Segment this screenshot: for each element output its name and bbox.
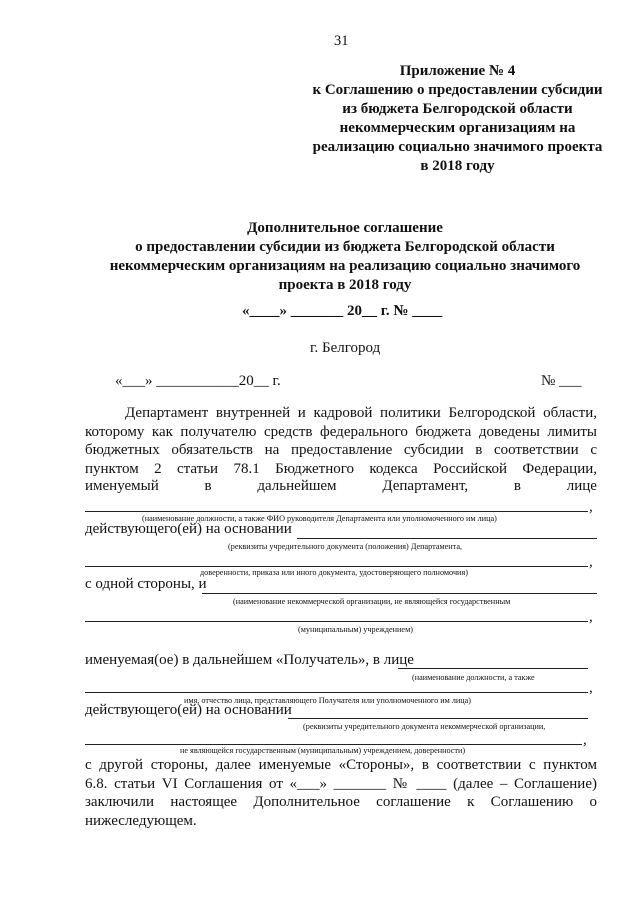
word: Департамент, <box>382 478 469 494</box>
appendix-line: реализацию социально значимого проекта <box>312 139 603 155</box>
agreement-number: № ___ <box>541 373 582 389</box>
fill-line <box>297 538 597 539</box>
city: г. Белгород <box>310 340 381 356</box>
heading-line: проекта в 2018 году <box>278 277 412 293</box>
caption: доверенности, приказа или иного документа, удостоверяющего полномочия) <box>200 568 468 577</box>
caption: имя, отчество лица, представляющего Получателя или уполномоченного им лица) <box>184 696 472 705</box>
heading-line: некоммерческим организациям на реализацию социально значимого <box>109 258 581 274</box>
caption: (наименование должности, а также ФИО руководителя Департамента или уполномоченного им лица) <box>142 514 497 523</box>
agreement-date: «___» ___________20__ г. <box>115 373 281 389</box>
word: именуемый <box>85 478 159 494</box>
fill-line <box>85 621 588 622</box>
appendix-line: некоммерческим организациям на <box>339 120 576 136</box>
appendix-block <box>290 62 625 176</box>
word: в <box>204 478 212 494</box>
caption: (реквизиты учредительного документа (положения) Департамента, <box>228 542 463 551</box>
caption: не являющейся государственным (муниципальным) учреждением, доверенности) <box>180 746 466 755</box>
acting-basis-label-2: действующего(ей) на основании <box>85 702 292 718</box>
appendix-title: Приложение № 4 <box>399 63 516 79</box>
caption: (муниципальным) учреждением) <box>298 625 413 634</box>
fill-line <box>288 718 588 719</box>
word: лице <box>566 478 597 494</box>
body-line: пунктом 2 статьи 78.1 Бюджетного кодекса Российской Федерации, <box>85 460 597 477</box>
fill-line <box>85 511 588 512</box>
page-number: 31 <box>334 33 349 49</box>
final-paragraph <box>85 756 597 830</box>
fill-line <box>202 593 597 594</box>
imenuemy-line <box>85 478 597 495</box>
comma: , <box>589 499 593 515</box>
comma: , <box>589 609 593 625</box>
body-line: бюджетных обязательств на предоставление субсидии в соответствии с <box>85 442 597 459</box>
final-line: с другой стороны, далее именуемые «Стороны», в соответствии с пунктом <box>85 757 597 773</box>
body-line: которому как получателю средств федерального бюджета доведены лимиты <box>85 423 597 440</box>
fill-line <box>85 566 588 567</box>
document-heading <box>60 219 630 295</box>
final-line: 6.8. статьи VI Соглашения от «___» _______ № ____ (далее – Соглашение) <box>85 775 597 792</box>
recipient-label: именуемая(ое) в дальнейшем «Получатель», в лице <box>85 652 414 668</box>
word: в <box>513 478 521 494</box>
fill-line <box>85 692 588 693</box>
heading-line: Дополнительное соглашение <box>247 220 443 236</box>
final-line: нижеследующем. <box>85 812 197 829</box>
heading-line: о предоставлении субсидии из бюджета Белгородской области <box>135 239 555 255</box>
heading-date-number: «____» _______ 20__ г. № ____ <box>242 303 443 319</box>
appendix-line: к Соглашению о предоставлении субсидии <box>312 82 603 98</box>
word: дальнейшем <box>257 478 337 494</box>
final-line: заключили настоящее Дополнительное соглашение к Соглашению о <box>85 794 597 810</box>
comma: , <box>583 732 587 748</box>
appendix-line: в 2018 году <box>420 158 495 174</box>
comma: , <box>589 554 593 570</box>
comma: , <box>589 680 593 696</box>
appendix-line: из бюджета Белгородской области <box>342 101 573 117</box>
caption: (реквизиты учредительного документа некоммерческой организации, <box>303 722 546 731</box>
fill-line <box>398 668 588 669</box>
caption: (наименование некоммерческой организации, не являющейся государственным <box>233 597 511 606</box>
caption: (наименование должности, а также <box>412 673 535 682</box>
body-paragraph <box>85 404 597 478</box>
fill-line <box>85 744 582 745</box>
acting-basis-label: действующего(ей) на основании <box>85 521 292 537</box>
one-side-label: с одной стороны, и <box>85 576 207 592</box>
body-line: Департамент внутренней и кадровой политики Белгородской области, <box>125 405 597 421</box>
